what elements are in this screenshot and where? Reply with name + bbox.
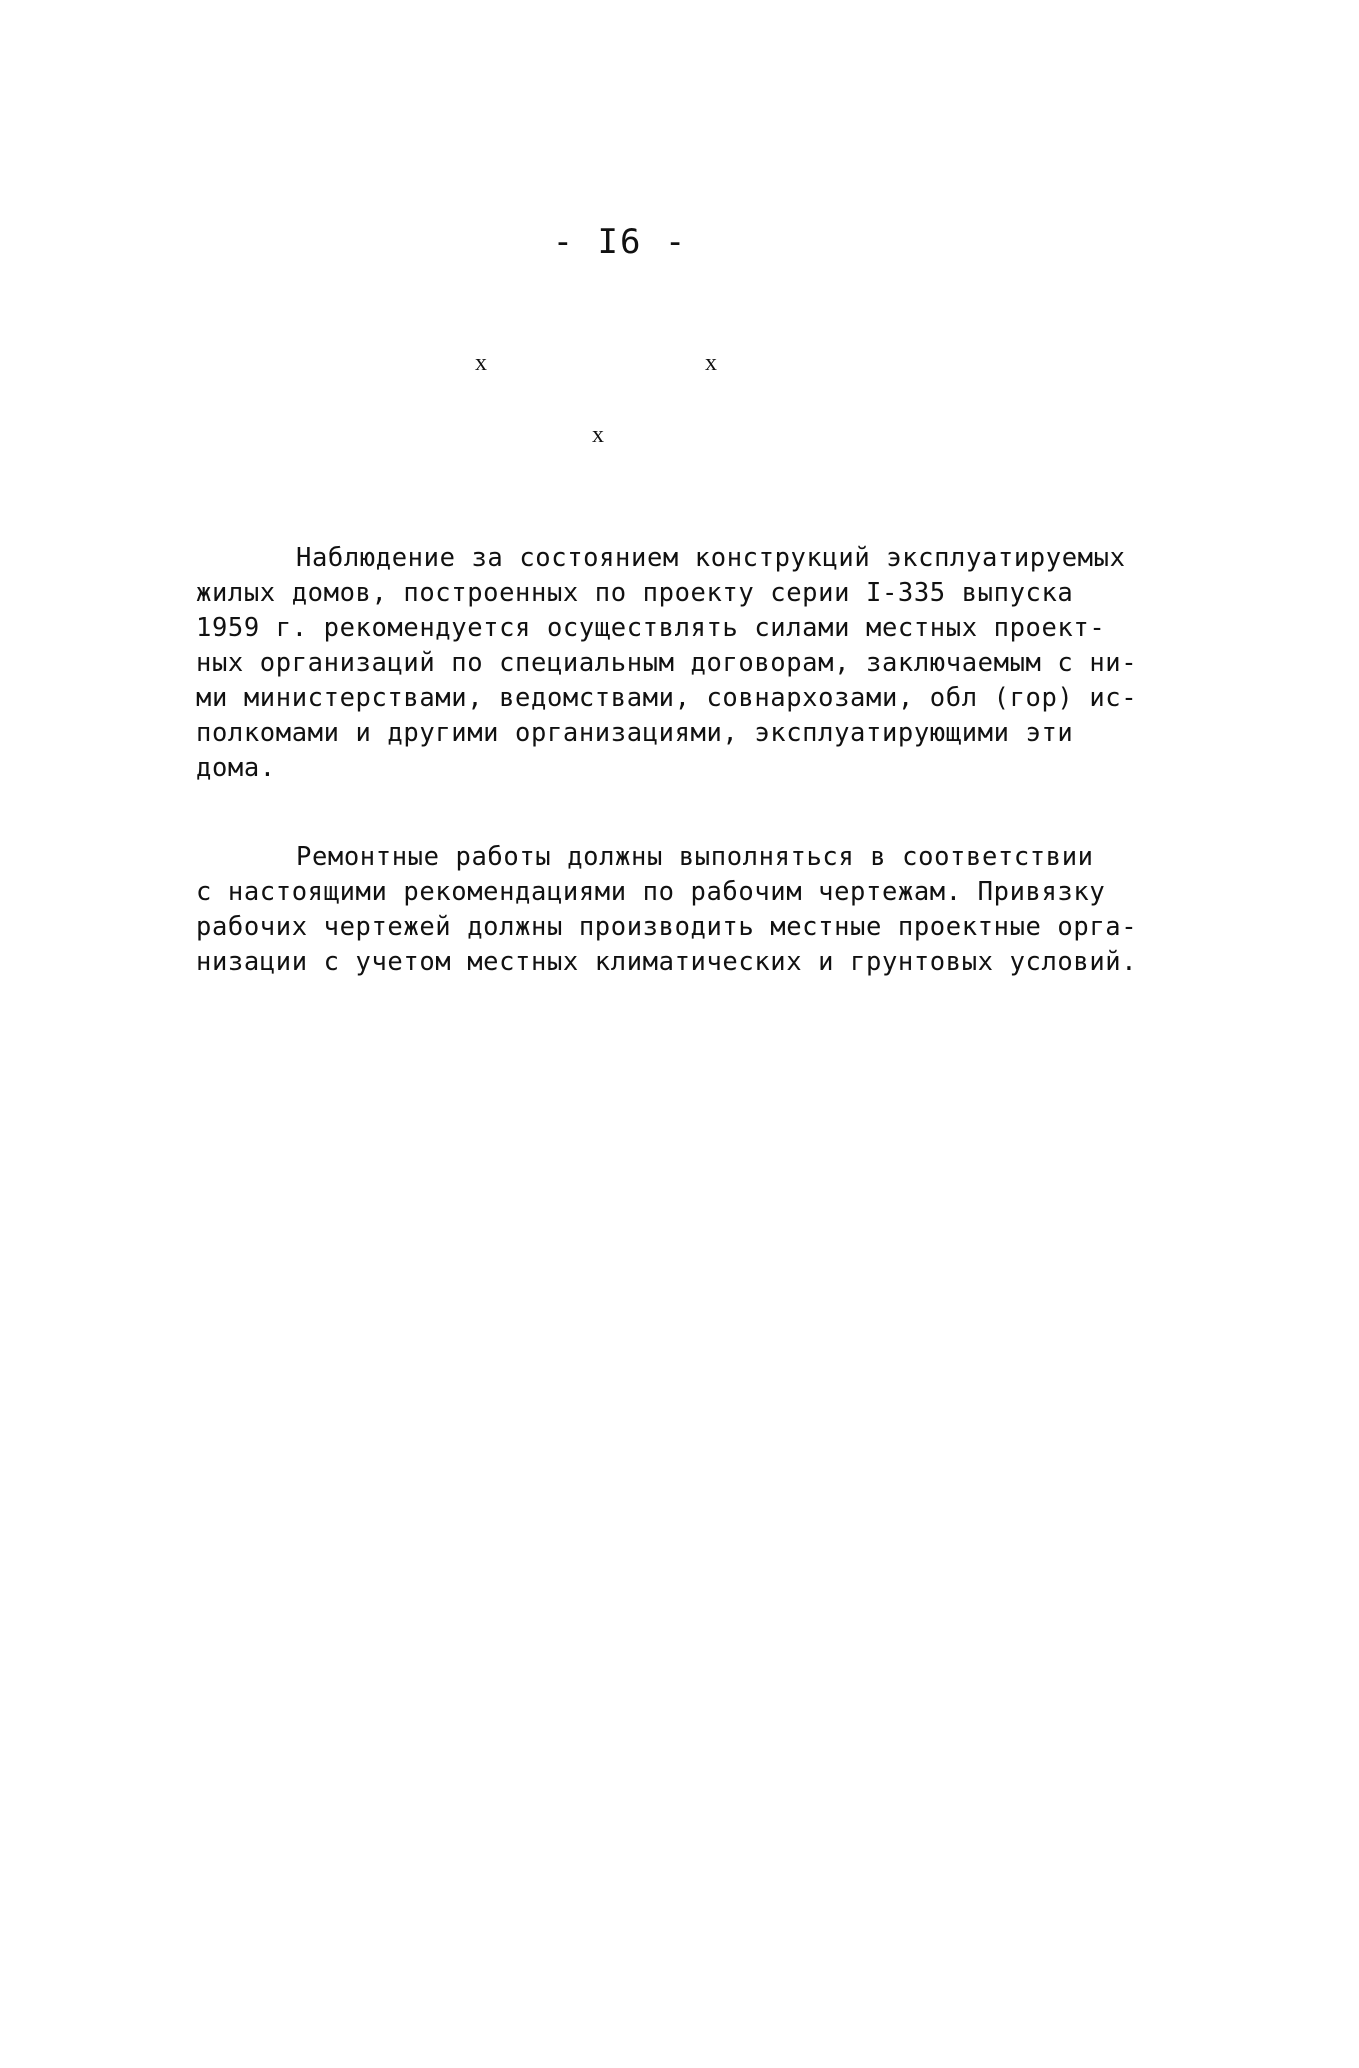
section-separator-mark: x — [592, 422, 604, 448]
paragraph-line: жилых домов, построенных по проекту серии I-335 выпуска — [196, 578, 1074, 608]
paragraph-line: ных организаций по специальным договорам, заключаемым с ни- — [196, 648, 1138, 678]
section-separator-mark: x — [475, 350, 487, 376]
section-separator-mark: x — [705, 350, 717, 376]
paragraph-line: с настоящими рекомендациями по рабочим чертежам. Привязку — [196, 877, 1106, 907]
paragraph-repair-works — [196, 840, 1156, 980]
paragraph-line: низации с учетом местных климатических и грунтовых условий. — [196, 947, 1138, 977]
paragraph-line: дома. — [196, 753, 276, 783]
paragraph-line: ми министерствами, ведомствами, совнархозами, обл (гор) ис- — [196, 683, 1138, 713]
paragraph-line: рабочих чертежей должны производить местные проектные орга- — [196, 912, 1138, 942]
paragraph-line: полкомами и другими организациями, эксплуатирующими эти — [196, 718, 1074, 748]
paragraph-line: Ремонтные работы должны выполняться в соответствии — [296, 842, 1094, 872]
paragraph-observation — [196, 541, 1156, 786]
paragraph-line: Наблюдение за состоянием конструкций эксплуатируемых — [296, 543, 1126, 573]
page-number: - I6 - — [552, 222, 688, 262]
paragraph-line: 1959 г. рекомендуется осуществлять силами местных проект- — [196, 613, 1106, 643]
